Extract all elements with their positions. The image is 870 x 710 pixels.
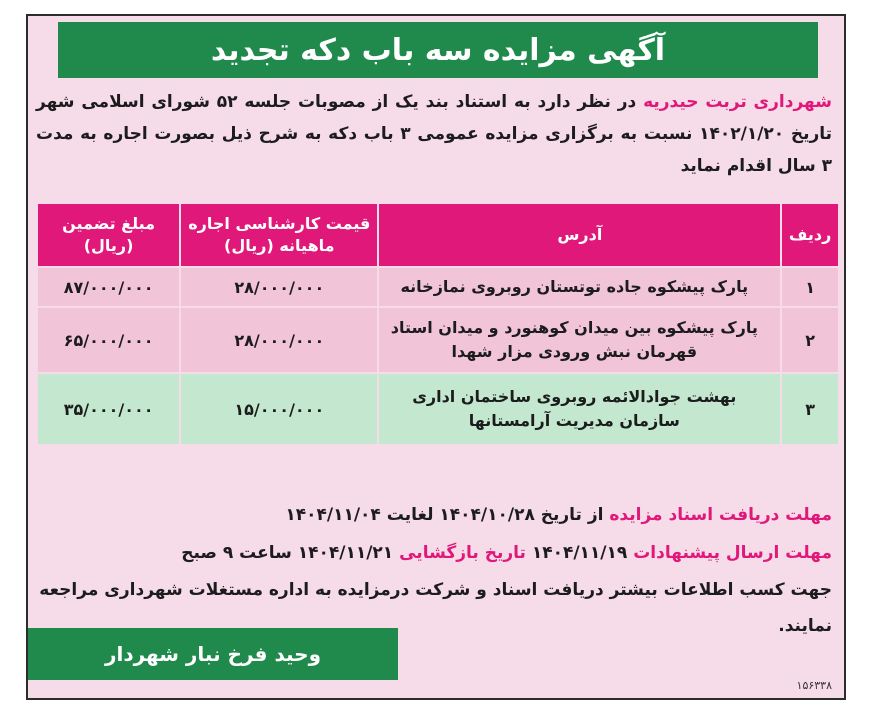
row-number: ۱	[782, 268, 838, 306]
header-row-number: ردیف	[782, 204, 838, 266]
signature-box: وحید فرخ نبار شهردار	[28, 628, 398, 680]
intro-text: در نظر دارد به استناد بند یک از مصوبات جلسه ۵۲ شورای اسلامی شهر تاریخ ۱۴۰۲/۱/۲۰ نسبت به برگزاری مزایده عمومی ۳ باب دکه به شرح ذیل بصورت اجاره به مدت ۳ سال اقدام نماید	[36, 92, 833, 176]
row-price: ۲۸/۰۰۰/۰۰۰	[181, 308, 377, 372]
table-row	[38, 268, 838, 306]
opening-date-text: ۱۴۰۴/۱۱/۲۱ ساعت ۹ صبح	[181, 543, 394, 563]
row-price: ۱۵/۰۰۰/۰۰۰	[181, 374, 377, 444]
header-price: قیمت کارشناسی اجاره ماهیانه (ریال)	[181, 204, 377, 266]
auction-items-table	[36, 202, 840, 446]
intro-paragraph	[36, 86, 832, 182]
notice-title: آگهی مزایده سه باب دکه تجدید	[58, 22, 818, 78]
row-address: پارک پیشکوه جاده توتستان روبروی نمازخانه	[379, 268, 780, 306]
submit-deadline	[36, 534, 832, 572]
row-deposit: ۳۵/۰۰۰/۰۰۰	[38, 374, 179, 444]
table-row	[38, 308, 838, 372]
table-row	[38, 374, 838, 444]
header-deposit: مبلغ تضمین (ریال)	[38, 204, 179, 266]
docs-deadline-label: مهلت دریافت اسناد مزایده	[609, 505, 832, 525]
docs-deadline	[36, 496, 832, 534]
header-address: آدرس	[379, 204, 780, 266]
row-address: بهشت جوادالائمه روبروی ساختمان اداری سازمان مدیریت آرامستانها	[379, 374, 780, 444]
row-deposit: ۶۵/۰۰۰/۰۰۰	[38, 308, 179, 372]
submit-deadline-date: ۱۴۰۴/۱۱/۱۹	[531, 543, 628, 563]
ad-code: ۱۵۶۳۳۸	[796, 679, 832, 692]
row-price: ۲۸/۰۰۰/۰۰۰	[181, 268, 377, 306]
opening-date-label: تاریخ بازگشایی	[399, 543, 526, 563]
row-number: ۳	[782, 374, 838, 444]
submit-deadline-label: مهلت ارسال پیشنهادات	[633, 543, 832, 563]
row-deposit: ۸۷/۰۰۰/۰۰۰	[38, 268, 179, 306]
docs-deadline-text: از تاریخ ۱۴۰۴/۱۰/۲۸ لغایت ۱۴۰۴/۱۱/۰۴	[285, 505, 604, 525]
municipality-name: شهرداری تربت حیدریه	[643, 92, 832, 112]
row-address: پارک پیشکوه بین میدان کوهنورد و میدان استاد قهرمان نبش ورودی مزار شهدا	[379, 308, 780, 372]
row-number: ۲	[782, 308, 838, 372]
notice-footer	[36, 496, 832, 644]
notice-frame	[26, 14, 846, 700]
contact-info: جهت کسب اطلاعات بیشتر دریافت اسناد و شرکت درمزایده به اداره مستغلات شهرداری مراجعه نمایند.	[39, 580, 832, 636]
